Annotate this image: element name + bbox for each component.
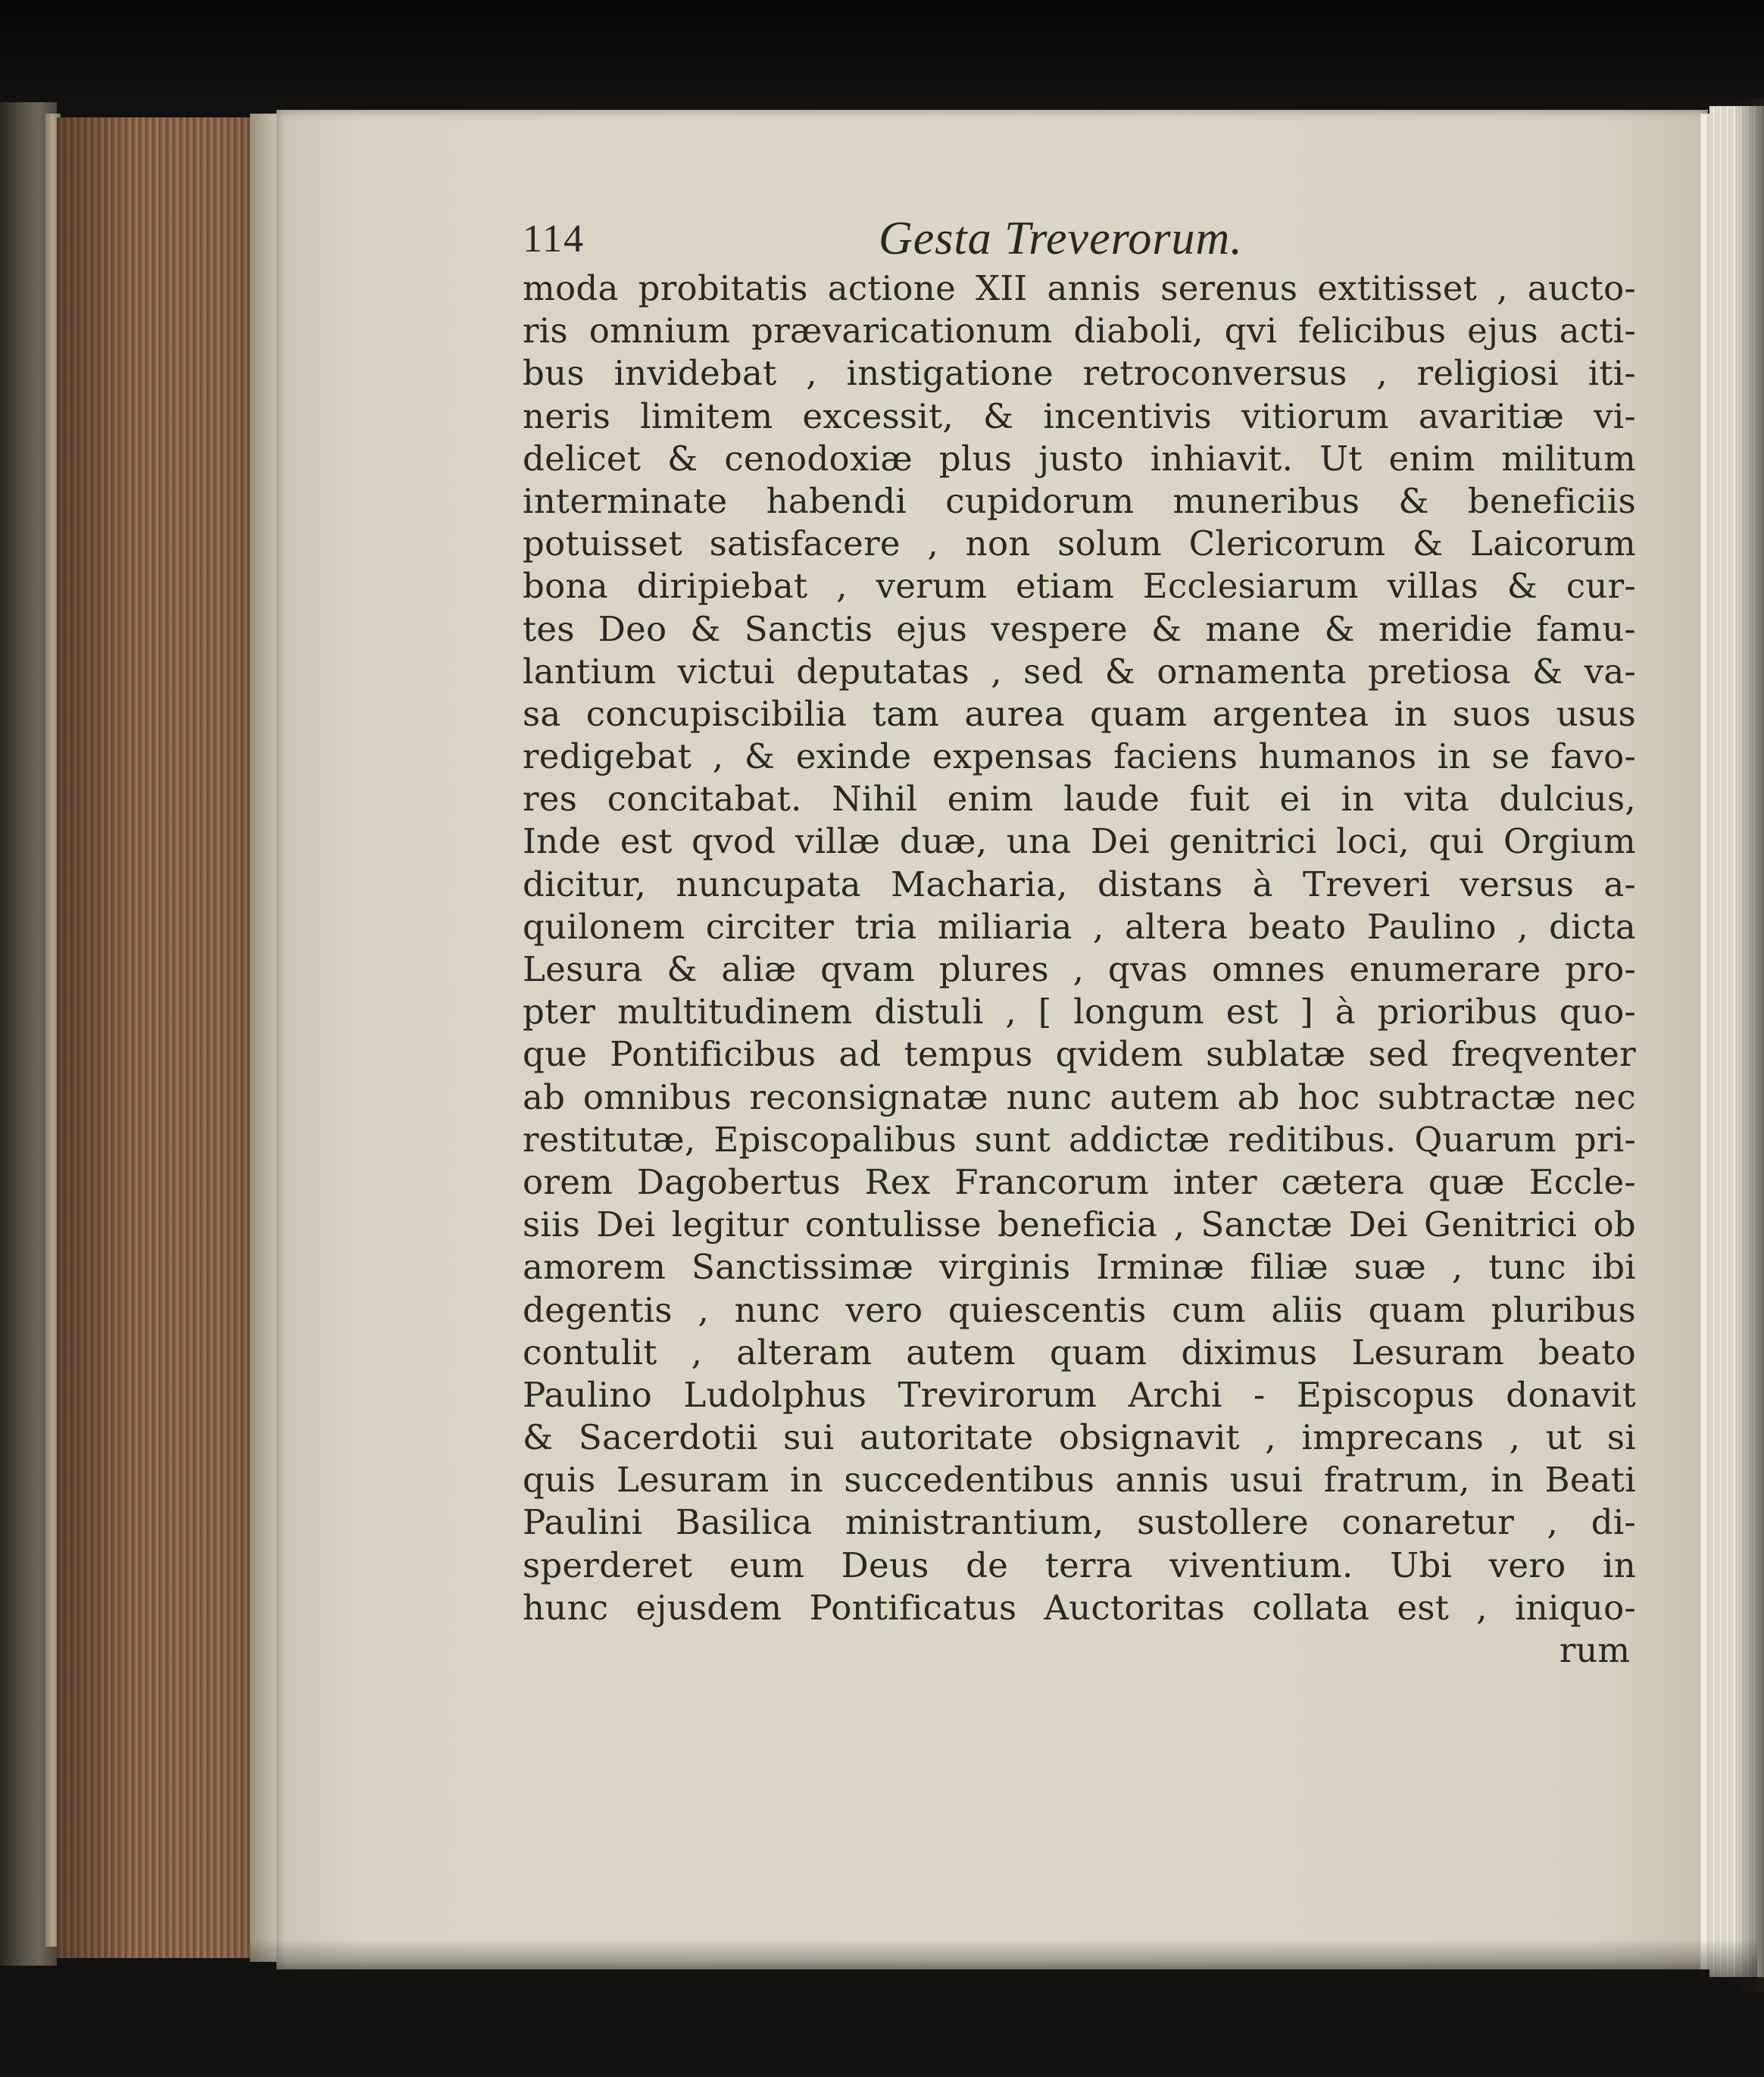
catchword: rum (1559, 1630, 1630, 1670)
body-text (523, 267, 1636, 1629)
text-line: siis Dei legitur contulisse beneficia , Sanctæ Dei Genitrici ob (523, 1204, 1636, 1245)
page-number: 114 (523, 217, 585, 261)
bottom-shadow (250, 1939, 1757, 1985)
text-line: degentis , nunc vero quiescentis cum aliis quam pluribus (523, 1289, 1636, 1330)
text-line: quilonem circiter tria miliaria , altera beato Paulino , dicta (523, 906, 1636, 947)
text-line: sa concupiscibilia tam aurea quam argentea in suos usus (523, 693, 1636, 734)
right-edge-shadow (1734, 98, 1764, 1992)
text-line: lantium victui deputatas , sed & ornamenta pretiosa & va- (523, 651, 1636, 692)
text-line: delicet & cenodoxiæ plus justo inhiavit. Ut enim militum (523, 438, 1636, 479)
text-line: restitutæ, Episcopalibus sunt addictæ reditibus. Quarum pri- (523, 1119, 1636, 1160)
text-line: quis Lesuram in succedentibus annis usui fratrum, in Beati (523, 1460, 1636, 1501)
text-line: Inde est qvod villæ duæ, una Dei genitrici loci, qui Orgium (523, 821, 1636, 862)
text-line: dicitur, nuncupata Macharia, distans à Treveri versus a- (523, 864, 1636, 904)
text-line: bona diripiebat , verum etiam Ecclesiarum villas & cur- (523, 566, 1636, 607)
text-line: orem Dagobertus Rex Francorum inter cætera quæ Eccle- (523, 1161, 1636, 1202)
text-line: res concitabat. Nihil enim laude fuit ei in vita dulcius, (523, 779, 1636, 820)
running-head: Gesta Treverorum. (879, 213, 1243, 264)
text-line: moda probitatis actione XII annis serenus extitisset , aucto- (523, 268, 1636, 308)
text-line: bus invidebat , instigatione retroconversus , religiosi iti- (523, 353, 1636, 394)
text-line: neris limitem excessit, & incentivis vitiorum avaritiæ vi- (523, 395, 1636, 436)
text-block (523, 203, 1636, 1672)
text-line: contulit , alteram autem quam diximus Lesuram beato (523, 1332, 1636, 1373)
page-stack-shade (57, 117, 276, 1958)
text-line: Paulini Basilica ministrantium, sustollere conaretur , di- (523, 1502, 1636, 1543)
text-line: redigebat , & exinde expensas faciens humanos in se favo- (523, 736, 1636, 777)
text-line: ris omnium prævaricationum diaboli, qvi felicibus ejus acti- (523, 311, 1636, 351)
text-line: que Pontificibus ad tempus qvidem sublatæ sed freqventer (523, 1034, 1636, 1075)
text-line: sperderet eum Deus de terra viventium. Ubi vero in (523, 1544, 1636, 1585)
text-line: Paulino Ludolphus Trevirorum Archi - Episcopus donavit (523, 1374, 1636, 1415)
gutter (1700, 114, 1709, 1969)
text-line: hunc ejusdem Pontificatus Auctoritas collata est , iniquo- (523, 1587, 1636, 1628)
page-header (523, 203, 1636, 267)
text-line: Lesura & aliæ qvam plures , qvas omnes enumerare pro- (523, 949, 1636, 989)
text-line: potuisset satisfacere , non solum Clericorum & Laicorum (523, 523, 1636, 564)
text-line: ab omnibus reconsignatæ nunc autem ab hoc subtractæ nec (523, 1076, 1636, 1117)
text-line: amorem Sanctissimæ virginis Irminæ filiæ suæ , tunc ibi (523, 1247, 1636, 1288)
text-line: tes Deo & Sanctis ejus vespere & mane & meridie famu- (523, 608, 1636, 649)
text-line: pter multitudinem distuli , [ longum est ] à prioribus quo- (523, 992, 1636, 1032)
text-line: interminate habendi cupidorum muneribus & beneficiis (523, 480, 1636, 521)
page-left-strip (250, 114, 280, 1962)
text-line: & Sacerdotii sui autoritate obsignavit , imprecans , ut si (523, 1417, 1636, 1458)
top-shadow (0, 0, 1764, 106)
